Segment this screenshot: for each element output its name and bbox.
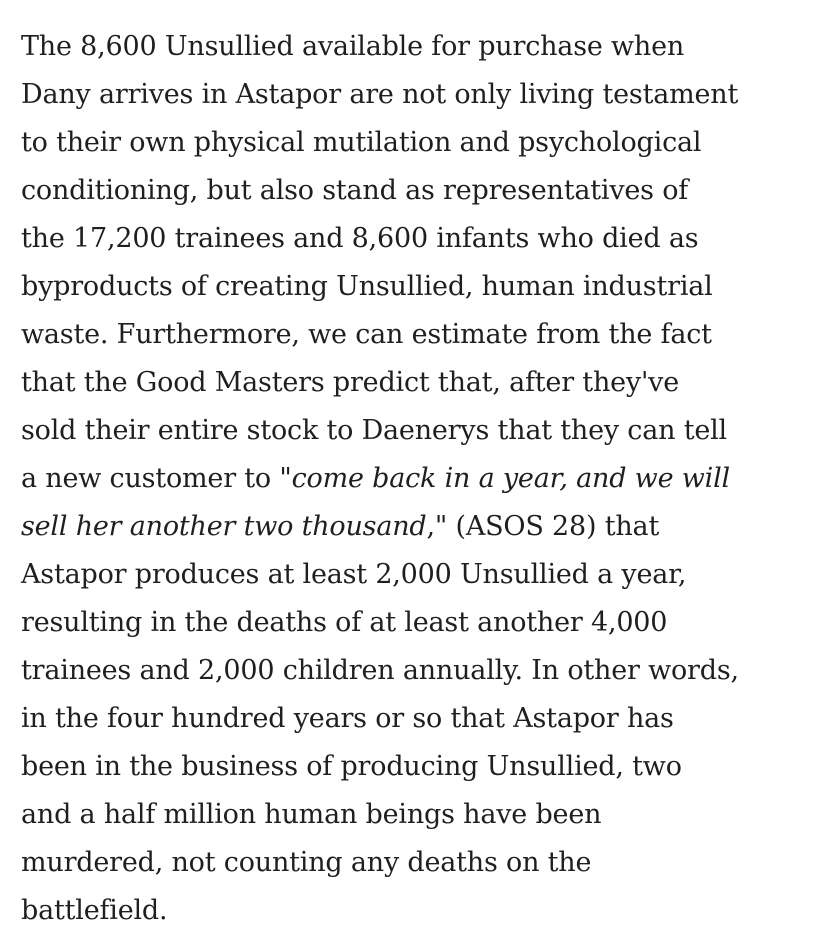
paragraph-line: been in the business of producing Unsullied, two	[21, 751, 682, 782]
article-paragraph	[21, 23, 821, 935]
paragraph-line: byproducts of creating Unsullied, human industrial	[21, 271, 713, 302]
paragraph-line: Dany arrives in Astapor are not only living testament	[21, 79, 739, 110]
paragraph-line: conditioning, but also stand as representatives of	[21, 175, 689, 206]
quotation-italic: come back in a year, and we will	[291, 463, 730, 494]
paragraph-line: resulting in the deaths of at least another 4,000	[21, 607, 668, 638]
paragraph-line: to their own physical mutilation and psychological	[21, 127, 702, 158]
paragraph-line: battlefield.	[21, 895, 168, 926]
paragraph-line: murdered, not counting any deaths on the	[21, 847, 592, 878]
paragraph-line: in the four hundred years or so that Astapor has	[21, 703, 674, 734]
paragraph-line: trainees and 2,000 children annually. In other words,	[21, 655, 739, 686]
quotation-italic: sell her another two thousand	[21, 511, 427, 542]
paragraph-line: The 8,600 Unsullied available for purchase when	[21, 31, 685, 62]
paragraph-line: sold their entire stock to Daenerys that they can tell	[21, 415, 727, 446]
quote-intro-text: a new customer to "	[21, 463, 292, 494]
paragraph-line: the 17,200 trainees and 8,600 infants who died as	[21, 223, 699, 254]
paragraph-line: that the Good Masters predict that, after they've	[21, 367, 680, 398]
paragraph-line: and a half million human beings have been	[21, 799, 602, 830]
paragraph-line: waste. Furthermore, we can estimate from the fact	[21, 319, 712, 350]
paragraph-line	[21, 503, 821, 551]
citation-text: ," (ASOS 28) that	[426, 511, 660, 542]
paragraph-line: Astapor produces at least 2,000 Unsullied a year,	[21, 559, 687, 590]
paragraph-line	[21, 455, 821, 503]
